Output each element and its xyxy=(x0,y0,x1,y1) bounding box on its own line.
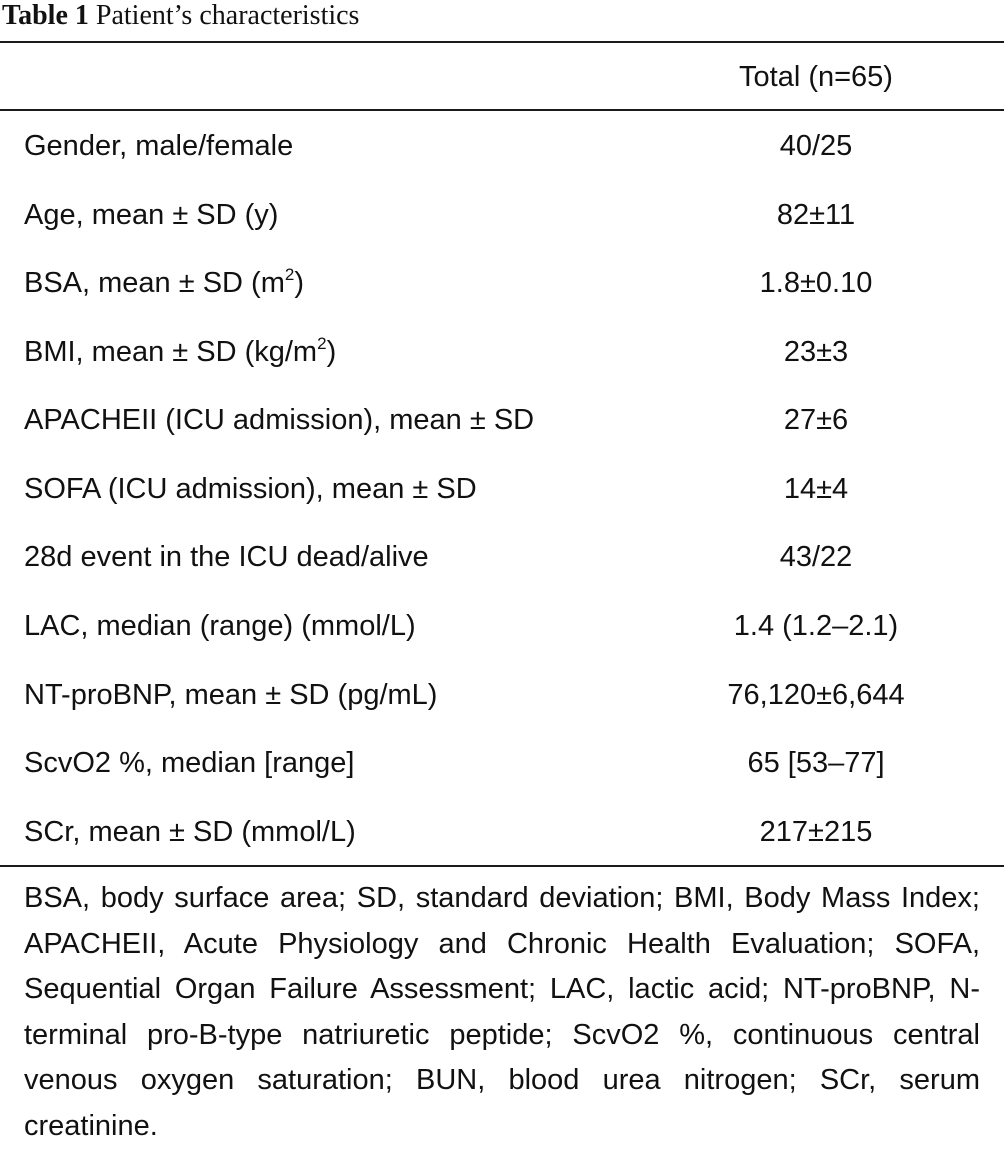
row-label-text: BSA, mean ± SD (m xyxy=(24,267,285,299)
row-label: ScvO2 %, median [range] xyxy=(24,747,355,779)
bottom-rule xyxy=(0,865,1004,867)
table-row xyxy=(0,400,1004,440)
row-label: Age, mean ± SD (y) xyxy=(24,199,279,231)
row-label xyxy=(24,332,336,372)
row-label: SOFA (ICU admission), mean ± SD xyxy=(24,473,477,505)
row-label: 28d event in the ICU dead/alive xyxy=(24,541,429,573)
table-caption-text: Patient’s characteristics xyxy=(95,0,360,31)
row-value: 217±215 xyxy=(759,816,873,848)
row-value: 1.8±0.10 xyxy=(759,267,873,299)
row-value: 14±4 xyxy=(783,473,849,505)
row-label-superscript: 2 xyxy=(284,265,295,284)
top-rule xyxy=(0,41,1004,43)
row-value: 43/22 xyxy=(779,541,853,573)
row-label xyxy=(24,263,304,303)
column-header-total: Total (n=65) xyxy=(739,61,893,93)
row-label: NT-proBNP, mean ± SD (pg/mL) xyxy=(24,679,438,711)
row-label-suffix: ) xyxy=(326,336,337,368)
row-label-suffix: ) xyxy=(294,267,305,299)
row-value: 27±6 xyxy=(783,404,849,436)
row-label: Gender, male/female xyxy=(24,130,294,162)
table-row xyxy=(0,675,1004,715)
table-row xyxy=(0,537,1004,577)
row-label: SCr, mean ± SD (mmol/L) xyxy=(24,816,356,848)
table-footnote: BSA, body surface area; SD, standard deviation; BMI, Body Mass Index; APACHEII, Acute Physiology and Chronic Health Evaluation; SOFA, Sequential Organ Failure Assessment; LAC, lactic acid; NT-proBNP, N-terminal pro-B-type natriuretic peptide; ScvO2 %, continuous central venous oxygen saturation; BUN, blood urea nitrogen; SCr, serum creatinine. xyxy=(24,882,980,1142)
row-label: LAC, median (range) (mmol/L) xyxy=(24,610,416,642)
table-row xyxy=(0,469,1004,509)
row-value: 82±11 xyxy=(776,199,856,231)
row-value: 1.4 (1.2–2.1) xyxy=(733,610,899,642)
table-row xyxy=(0,743,1004,783)
row-value: 23±3 xyxy=(783,336,849,368)
table-row xyxy=(0,606,1004,646)
table-row xyxy=(0,812,1004,852)
table-caption-label: Table 1 xyxy=(2,0,89,31)
row-value: 76,120±6,644 xyxy=(727,679,905,711)
table-row xyxy=(0,195,1004,235)
table-row xyxy=(0,126,1004,166)
row-label: APACHEII (ICU admission), mean ± SD xyxy=(24,404,535,436)
row-value: 40/25 xyxy=(779,130,853,162)
table-caption xyxy=(2,0,359,32)
row-label-superscript: 2 xyxy=(317,334,327,353)
table-row xyxy=(0,332,1004,372)
table-row xyxy=(0,263,1004,303)
row-label-text: BMI, mean ± SD (kg/m xyxy=(24,336,318,368)
header-rule xyxy=(0,109,1004,111)
row-value: 65 [53–77] xyxy=(747,747,885,779)
